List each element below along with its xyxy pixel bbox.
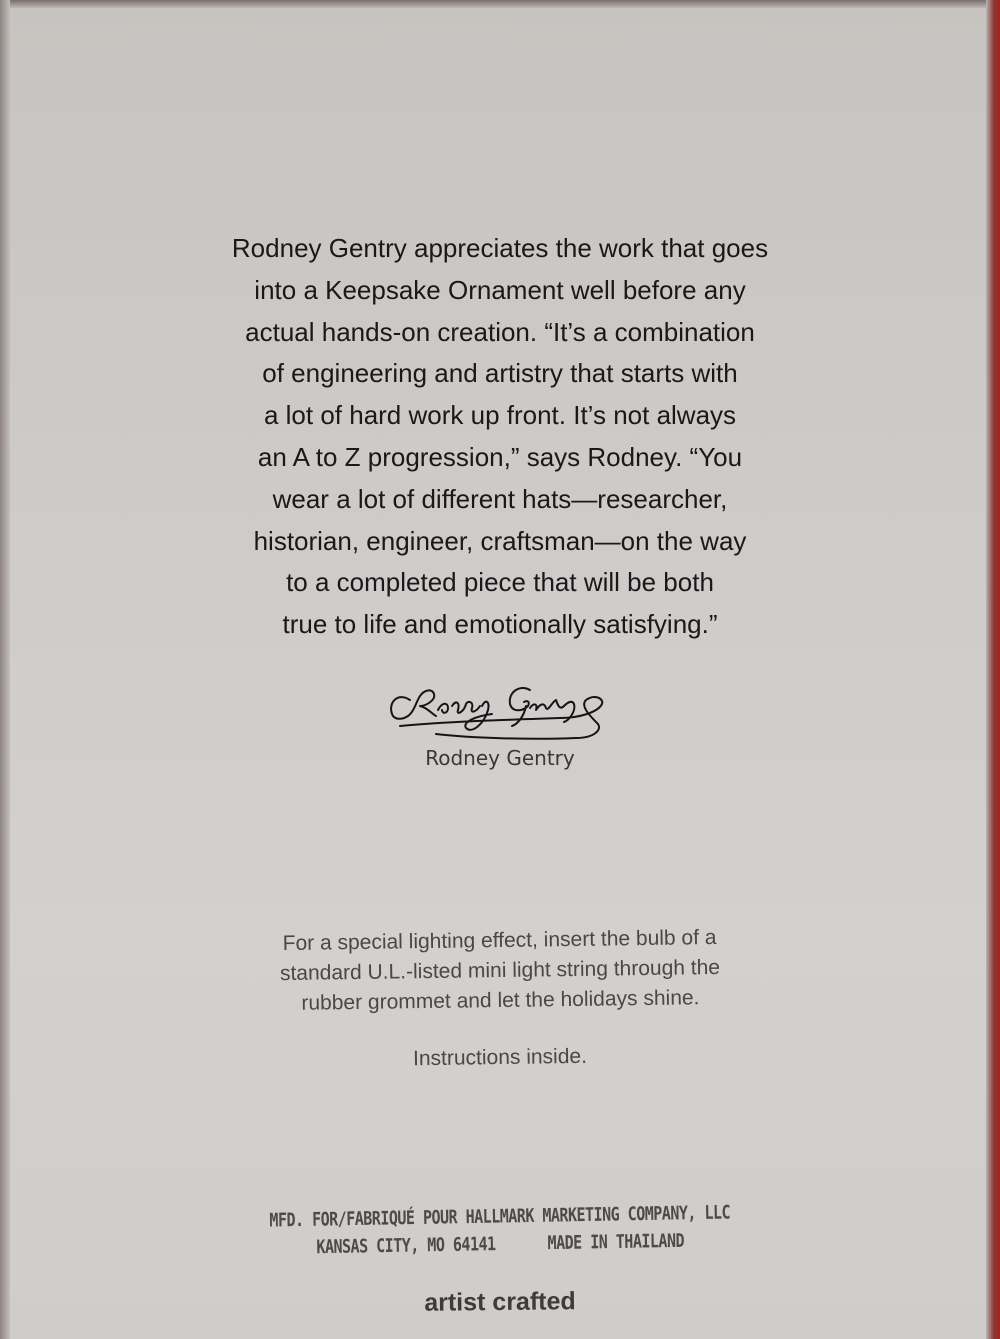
bio-line: into a Keepsake Ornament well before any <box>254 274 746 305</box>
manufacturer-info <box>200 1197 801 1262</box>
bio-line: of engineering and artistry that starts with <box>262 358 738 389</box>
artist-bio-paragraph <box>150 228 850 646</box>
lighting-line: standard U.L.-listed mini light string through the <box>279 955 721 986</box>
left-edge-shadow <box>0 0 10 1339</box>
top-edge-shadow <box>0 0 1000 8</box>
lighting-line: For a special lighting effect, insert the bulb of a <box>282 925 717 956</box>
lighting-effect-note <box>199 922 800 1020</box>
bio-line: to a completed piece that will be both <box>286 567 714 598</box>
artist-crafted-tagline: artist crafted <box>424 1287 576 1317</box>
manufacturer-line: MFD. FOR/FABRIQUÉ POUR HALLMARK MARKETING COMPANY, LLC <box>269 1200 731 1232</box>
bio-line: actual hands-on creation. “It’s a combination <box>245 316 755 347</box>
instructions-note: Instructions inside. <box>412 1044 588 1071</box>
country-of-origin: MADE IN THAILAND <box>547 1229 685 1255</box>
bio-line: Rodney Gentry appreciates the work that goes <box>231 233 769 263</box>
signer-name: Rodney Gentry <box>425 746 575 770</box>
bio-line: an A to Z progression,” says Rodney. “You <box>257 441 743 472</box>
bio-line: true to life and emotionally satisfying.” <box>282 609 718 640</box>
signature-scribble-icon <box>380 672 620 752</box>
lighting-line: rubber grommet and let the holidays shine. <box>301 986 700 1015</box>
manufacturer-city: KANSAS CITY, MO 64141 <box>316 1232 496 1259</box>
bio-line: historian, engineer, craftsman—on the way <box>253 525 747 556</box>
red-box-edge <box>986 0 1000 1339</box>
bio-line: wear a lot of different hats—researcher, <box>272 483 728 514</box>
bio-line: a lot of hard work up front. It’s not always <box>263 400 737 431</box>
